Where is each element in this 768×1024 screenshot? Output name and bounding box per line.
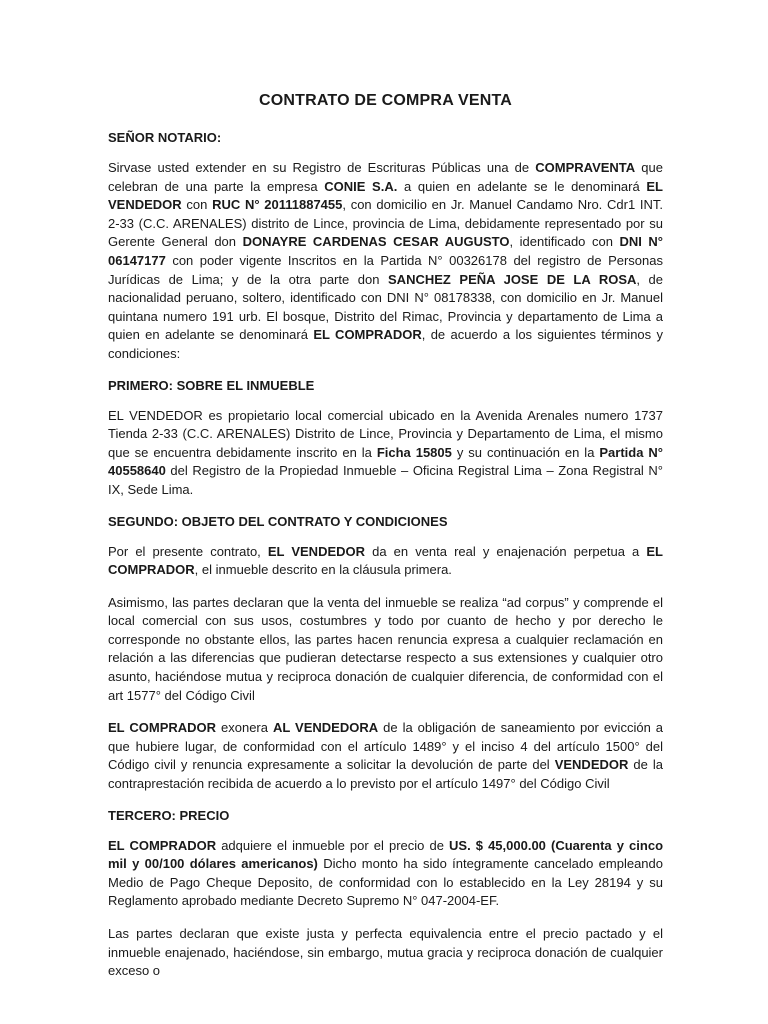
- text-run: y su continuación en la: [451, 444, 600, 460]
- bold-text-run: Ficha 15805: [376, 444, 452, 460]
- bold-text-run: EL COMPRADOR: [108, 720, 217, 736]
- text-run: , el inmueble descrito en la cláusula primera.: [194, 562, 452, 578]
- text-run: , identificado con: [509, 234, 620, 250]
- section-2-heading: SEGUNDO: OBJETO DEL CONTRATO Y CONDICIONES: [108, 513, 448, 529]
- text-run: Dicho monto ha sido íntegramente cancelado empleando Medio de Pago Cheque Deposito, de conformidad con lo establecido en la Ley 28194 y su Reglamento aprobado mediante Decreto Supremo N° 047-2004-EF.: [108, 856, 663, 909]
- text-run: a quien en adelante se le denominará: [397, 178, 647, 194]
- bold-text-run: EL VENDEDOR: [267, 543, 366, 559]
- bold-text-run: CONIE S.A.: [324, 178, 398, 194]
- bold-text-run: COMPRAVENTA: [535, 160, 636, 175]
- bold-text-run: RUC N° 20111887455: [212, 197, 343, 213]
- text-run: , de acuerdo a los siguientes términos y condiciones:: [108, 327, 664, 361]
- text-run: Asimismo, las partes declaran que la venta del inmueble se realiza “ad corpus” y comprende el local comercial con sus usos, costumbres y todo por cuanto de hecho y por derecho le corresponde no obstante ellos, las partes hacen renuncia expresa a cualquier reclamación en relación a las diferencias que pudieran detectarse respecto a sus extensiones y cualquier otro asunto, haciéndose mutua y reciproca donación de cualquier diferencia, de conformidad con el art 1577° del Código Civil: [108, 594, 663, 703]
- section-2-paragraph-3: [108, 719, 663, 793]
- text-run: Las partes declaran que existe justa y perfecta equivalencia entre el precio pactado y el inmueble enajenado, haciéndose, sin embargo, mutua gracia y reciproca donación de cualquier exceso o: [108, 926, 663, 979]
- bold-text-run: DONAYRE CARDENAS CESAR AUGUSTO: [242, 234, 510, 250]
- text-run: , con domicilio en Jr. Manuel Candamo Nro. Cdr1 INT. 2-33 (C.C. ARENALES) distrito de Lince, provincia de Lima, debidamente representado por su Gerente General don: [108, 197, 664, 250]
- text-run: con: [181, 197, 213, 213]
- section-1-heading: PRIMERO: SOBRE EL INMUEBLE: [108, 377, 315, 393]
- text-run: EL VENDEDOR es propietario local comercial ubicado en la Avenida Arenales numero 1737 Tienda 2-33 (C.C. ARENALES) Distrito de Lince, Provincia y Departamento de Lima, el mismo que se encuentra debidamente inscrito en la: [108, 407, 663, 460]
- text-run: Sirvase usted extender en su Registro de Escrituras Públicas una de: [108, 160, 536, 175]
- bold-text-run: EL COMPRADOR: [108, 543, 663, 578]
- text-run: adquiere el inmueble por el precio de: [216, 837, 450, 853]
- bold-text-run: VENDEDOR: [554, 757, 629, 773]
- text-run: , de nacionalidad peruano, soltero, identificado con DNI N° 08178338, con domicilio en Jr. Manuel quintana numero 191 urb. El bosque, Distrito del Rimac, Provincia y departamento de Lima a quien en adelante se denominará: [108, 271, 664, 343]
- bold-text-run: AL VENDEDORA: [272, 720, 379, 736]
- text-run: exonera: [216, 720, 273, 736]
- intro-paragraph: [108, 159, 663, 364]
- bold-text-run: EL COMPRADOR: [313, 327, 422, 343]
- document-title: CONTRATO DE COMPRA VENTA: [258, 92, 513, 109]
- bold-text-run: US. $ 45,000.00 (Cuarenta y cinco mil y 00/100 dólares americanos): [108, 837, 664, 872]
- text-run: de la obligación de saneamiento por evicción a que hubiere lugar, de conformidad con el artículo 1489° y el inciso 4 del artículo 1500° del Código civil y renuncia expresamente a solicitar la devolución de parte del: [108, 720, 664, 773]
- text-run: del Registro de la Propiedad Inmueble – Oficina Registral Lima – Zona Registral N° IX, Sede Lima.: [108, 463, 663, 497]
- section-3-paragraph-2: [108, 925, 663, 981]
- section-3-paragraph-1: [108, 837, 663, 911]
- section-3-heading: TERCERO: PRECIO: [108, 807, 230, 823]
- text-run: con poder vigente Inscritos en la Partida N° 00326178 del registro de Personas Jurídicas de Lima; y de la otra parte don: [108, 252, 663, 287]
- section-2-paragraph-2: [108, 594, 663, 706]
- bold-text-run: EL COMPRADOR: [108, 837, 217, 853]
- salutation: SEÑOR NOTARIO:: [108, 130, 222, 145]
- bold-text-run: DNI N° 06147177: [108, 234, 663, 268]
- bold-text-run: Partida N° 40558640: [108, 444, 663, 479]
- section-2-paragraph-1: [108, 543, 663, 580]
- text-run: Por el presente contrato,: [108, 543, 268, 559]
- bold-text-run: EL VENDEDOR: [108, 178, 663, 213]
- text-run: que celebran de una parte la empresa: [108, 160, 663, 194]
- bold-text-run: SANCHEZ PEÑA JOSE DE LA ROSA: [388, 271, 637, 287]
- text-run: de la contraprestación recibida de acuerdo a lo previsto por el artículo 1497° del Código Civil: [108, 757, 663, 792]
- section-1-paragraph: [108, 407, 663, 500]
- text-run: da en venta real y enajenación perpetua a: [365, 543, 647, 559]
